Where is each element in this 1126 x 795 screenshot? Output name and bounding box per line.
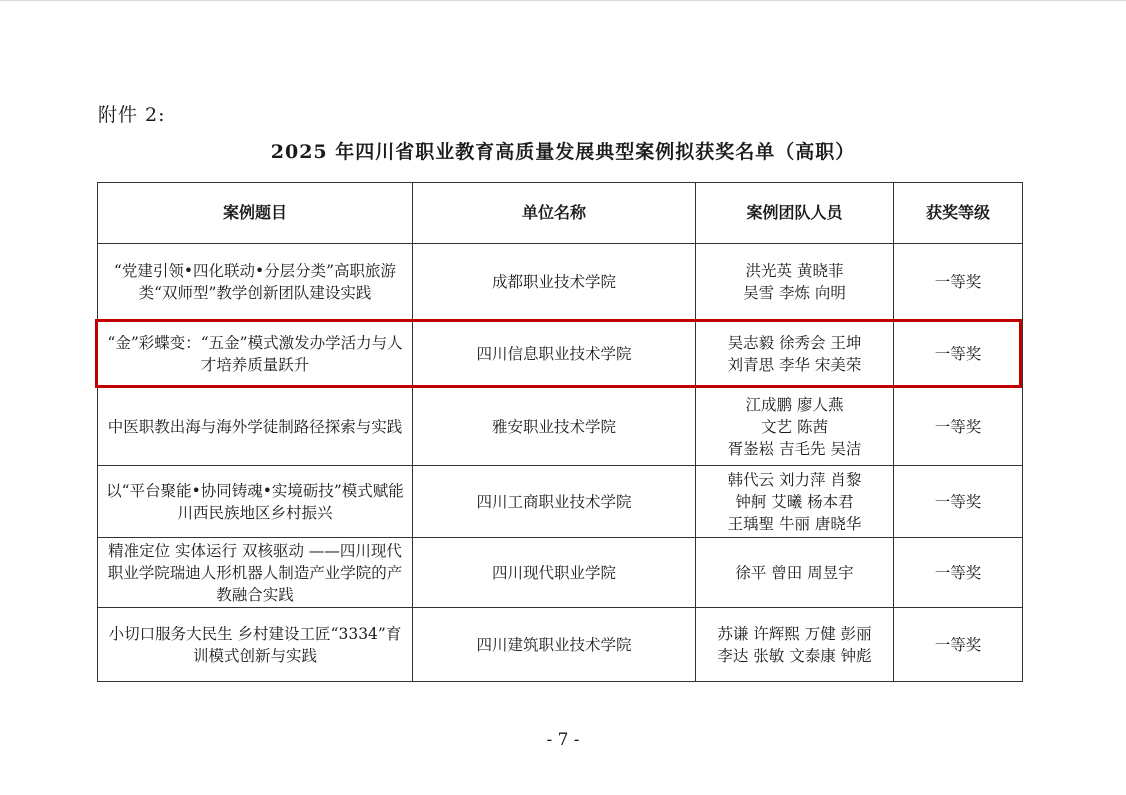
unit-name-cell: 四川信息职业技术学院 (413, 320, 696, 388)
case-title-cell: 小切口服务大民生 乡村建设工匠“3334”育训模式创新与实践 (98, 608, 413, 682)
header-unit-name: 单位名称 (413, 183, 696, 244)
page-number: - 7 - (546, 730, 580, 750)
award-level-cell: 一等奖 (894, 320, 1023, 388)
case-title-cell: 精准定位 实体运行 双核驱动 ——四川现代职业学院瑞迪人形机器人制造产业学院的产教融合实践 (98, 538, 413, 608)
table-row (98, 320, 1023, 388)
award-level-cell: 一等奖 (894, 466, 1023, 538)
attachment-label: 附件 2: (98, 104, 166, 126)
unit-name-cell: 四川建筑职业技术学院 (413, 608, 696, 682)
table-row (98, 608, 1023, 682)
unit-name-cell: 四川工商职业技术学院 (413, 466, 696, 538)
award-level-cell: 一等奖 (894, 538, 1023, 608)
award-level-cell: 一等奖 (894, 608, 1023, 682)
table-row (98, 244, 1023, 320)
header-row (98, 183, 1023, 244)
award-level-cell: 一等奖 (894, 244, 1023, 320)
table-row (98, 466, 1023, 538)
case-title-cell: “金”彩蝶变：“五金”模式激发办学活力与人才培养质量跃升 (98, 320, 413, 388)
table-row (98, 538, 1023, 608)
table-row (98, 388, 1023, 466)
unit-name-cell: 雅安职业技术学院 (413, 388, 696, 466)
header-award-level: 获奖等级 (894, 183, 1023, 244)
team-members-cell: 徐平 曾田 周昱宇 (696, 538, 894, 608)
team-members-cell: 韩代云 刘力萍 肖黎 钟舸 艾曦 杨本君 王瑀聖 牛丽 唐晓华 (696, 466, 894, 538)
team-members-cell: 吴志毅 徐秀会 王坤 刘青思 李华 宋美荣 (696, 320, 894, 388)
case-title-cell: “党建引领•四化联动•分层分类”高职旅游类“双师型”教学创新团队建设实践 (98, 244, 413, 320)
unit-name-cell: 四川现代职业学院 (413, 538, 696, 608)
award-table (97, 182, 1023, 682)
team-members-cell: 江成鹏 廖人燕 文艺 陈茜 胥崟崧 吉毛先 吴洁 (696, 388, 894, 466)
team-members-cell: 苏谦 许辉熙 万健 彭丽 李达 张敏 文泰康 钟彪 (696, 608, 894, 682)
award-level-cell: 一等奖 (894, 388, 1023, 466)
case-title-cell: 中医职教出海与海外学徒制路径探索与实践 (98, 388, 413, 466)
team-members-cell: 洪光英 黄晓菲 吴雪 李炼 向明 (696, 244, 894, 320)
case-title-cell: 以“平台聚能•协同铸魂•实境砺技”模式赋能川西民族地区乡村振兴 (98, 466, 413, 538)
document-title: 2025 年四川省职业教育高质量发展典型案例拟获奖名单（高职） (270, 141, 856, 163)
header-team-members: 案例团队人员 (696, 183, 894, 244)
unit-name-cell: 成都职业技术学院 (413, 244, 696, 320)
header-case-title: 案例题目 (98, 183, 413, 244)
